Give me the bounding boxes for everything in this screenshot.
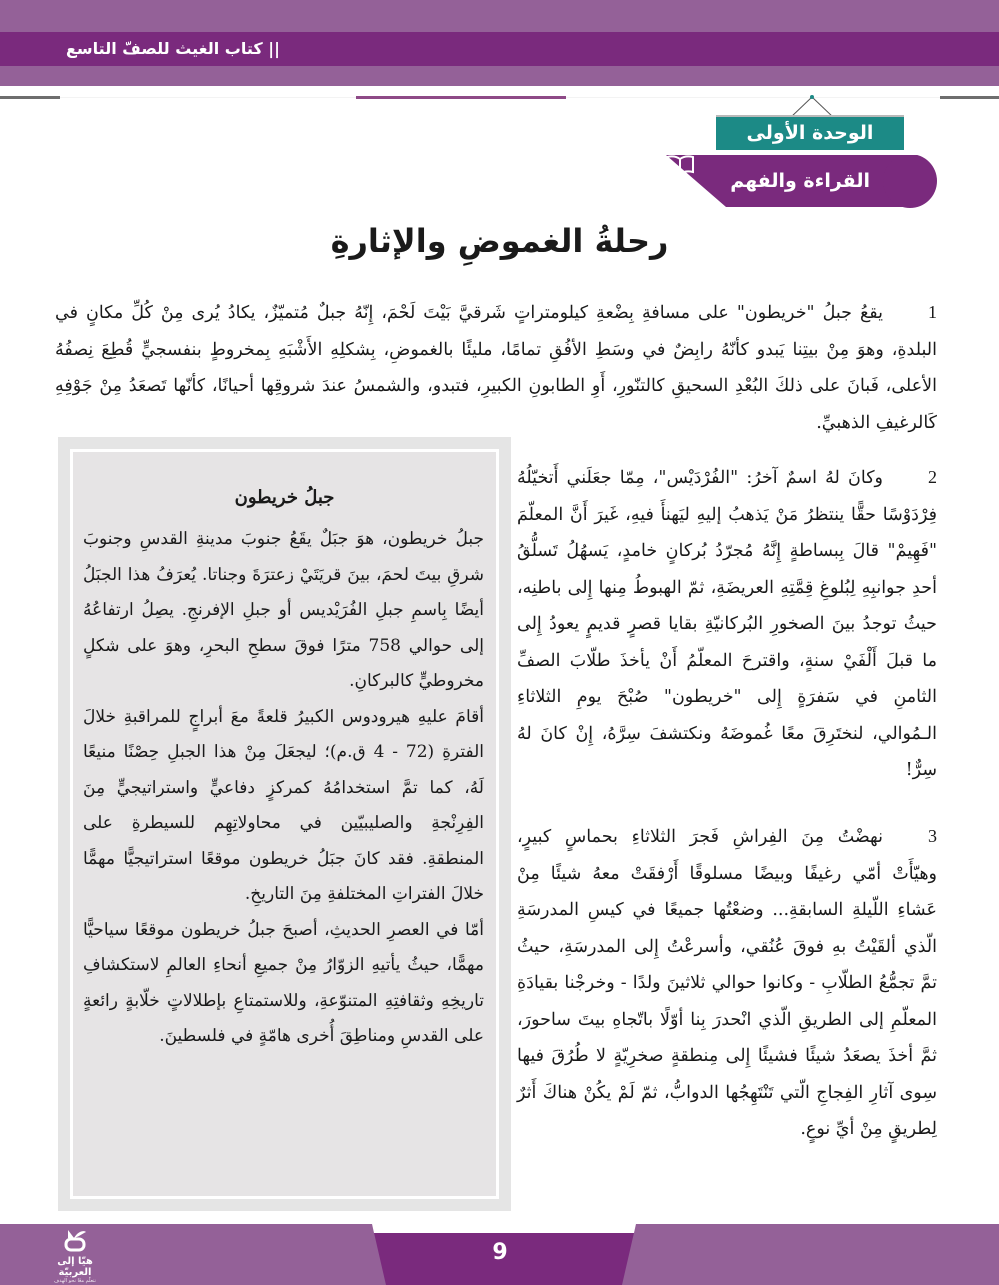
sidebox-title: جبلُ خريطون (234, 487, 335, 508)
paragraph-number: 3 (928, 826, 937, 846)
divider-rule-left (0, 96, 60, 99)
logo-name: هيّا إلى العربيّة (57, 1256, 93, 1278)
info-sidebox (58, 437, 511, 1211)
sidebox-paragraph: أمّا في العصرِ الحديثِ، أصبحَ جبلُ خريطون موقعًا سياحيًّا مهمًّا، حيثُ يأتيهِ الزوّارُ مِنْ جميعِ أنحاءِ العالمِ لاستكشافِ تاريخِهِ وثقافتِهِ المتنوّعةِ، وللاستمتاعِ بإطلالاتٍ خلّابةٍ رائعةٍ على القدسِ ومناطِقَ أُخرى هامّةٍ في فلسطينَ. (83, 919, 484, 1046)
paragraph-2 (517, 459, 937, 789)
divider-rule-faint (60, 97, 356, 98)
paragraph-text: وكانَ لهُ اسمٌ آخرُ: "الفُرْدَيْس"، مِمّا جعَلَني أَتخيّلُهُ فِرْدَوْسًا حقًّا ينتظرُ مَنْ يَذهبُ إليهِ ليَهنأَ فيهِ، غَيرَ أَنَّ المعلّمَ "فَهِيمْ" قالَ بِبساطةٍ إِنَّهُ مُجرّدُ بُركانٍ خامدٍ، يَسهُلُ تَسلُّقُ أحدِ جوانبِهِ لِبُلوغِ قِمَّتِهِ العريضَةِ، ثمّ الهبوطُ مِنها إِلى باطنِه، حيثُ توجدُ بينَ الصخورِ البُركانيّةِ بقايا قصرٍ قديمٍ يعودُ إِلى ما قبلَ أَلْفَيْ سنةٍ، واقترحَ المعلّمُ أَنْ يأخذَ طلّابَ الصفِّ الثامنِ في سَفرَةٍ إِلى "خريطون" صُبْحَ يومِ الثلاثاءِ الـمُوالي، لنختَرِقَ معًا غُموضَهُ ونكتشفَ سِرَّهُ، إِنْ كانَ لهُ سِرٌّ! (517, 468, 937, 780)
section-tab (666, 155, 936, 207)
sidebox-paragraph: أقامَ عليهِ هيرودوس الكبيرُ قلعةً معَ أبراجٍ للمراقبةِ خلالَ الفترةِ (72 - 4 ق.م)؛ ليجعَلَ مِنْ هذا الجبلِ حِصْنًا منيعًا لَهُ، كما تمَّ استخدامُهُ كمركزٍ دفاعيٍّ واستراتيجيٍّ مِنَ الفِرِنْجةِ والصليبيّين في محاولاتِهِم للسيطرةِ على المنطقةِ. فقد كانَ جبَلُ خريطون موقعًا استراتيجيًّا مهمًّا خلالَ الفتراتِ المختلفةِ مِنَ التاريخِ. (83, 706, 484, 904)
open-book-icon (666, 155, 694, 175)
sidebox-body (83, 522, 484, 1055)
paragraph-number: 2 (928, 467, 937, 487)
paragraph-1 (55, 294, 937, 441)
sidebox-paragraph: جبلُ خريطون، هوَ جبَلٌ يقَعُ جنوبَ مدينةِ القدسِ وجنوبَ شرقِ بيتَ لحمَ، بينَ قريَتَيْ زعترَةَ وجناتا. يُعرَفُ هذا الجبَلُ أيضًا بِاسمِ جبلِ الفُرَيْديس أو جبلِ الإفرنجِ. يصِلُ ارتفاعُهُ إلى حوالي 758 مترًا فوقَ سطحِ البحرِ، وهوَ على شكلٍ مخروطيٍّ كالبركانِ. (83, 529, 484, 691)
section-label: القراءة والفهم (730, 170, 870, 192)
book-title: || كتاب الغيث للصفّ التاسع (66, 39, 280, 58)
divider-rule-accent (356, 96, 566, 99)
publisher-logo (40, 1228, 110, 1282)
divider-rule-right (940, 96, 999, 99)
page-number: 9 (492, 1240, 508, 1265)
paragraph-text: نهضْتُ مِنَ الفِراشِ فَجرَ الثلاثاءِ بحماسٍ كبيرٍ، وهيّأَتْ أمّي رغيفًا وبيضًا مسلوقًا أَرْفقَتْ معهُ شيئًا مِنْ عَشاءِ اللّيلةِ السابقةِ... وضعْتُها جميعًا في كيسِ المدرسَةِ الّذي ألقَيْتُ بهِ فوقَ عُنُقي، وأسرعْتُ إِلى المدرسَةِ، حيثُ تمَّ تجمُّعُ الطلّابِ - وكانوا حوالي ثلاثينَ ولدًا - وخرجْنا بقيادَةِ المعلّمِ إلى الطريقِ الّذي انْحدرَ بِنا أوّلًا باتّجاهِ بيتَ ساحورَ، ثمَّ أخذَ يصعَدُ شيئًا فشيئًا إِلى مِنطقةٍ صخرِيّةٍ لا طُرُقَ فيها سِوى آثارِ الفِجاجِ الّتي تَنْتَهِجُها الدوابُّ، ثمّ لَمْ يكُنْ هناكَ أَثرٌ لِطريقٍ مِنْ أيِّ نوعٍ. (517, 827, 937, 1139)
page-title: رحلةُ الغموضِ والإثارةِ (330, 222, 669, 260)
divider-rule-faint (566, 97, 940, 98)
paragraph-text: يقعُ جبلُ "خريطون" على مسافةِ بِضْعةِ كيلومتراتٍ شَرقيَّ بَيْتَ لَحْمَ، إِنّهُ جبلٌ مُتميّزٌ، يكادُ يُرى مِنْ كُلِّ مكانٍ في البلدةِ، وهوَ مِنْ بيتِنا يَبدو كأنّهُ رابِضٌ في وسَطِ الأفُقِ تمامًا، مليئًا بالغموضِ، بِشكلِهِ الأَشْبَهِ بِمخروطٍ بنفسجيٍّ قُطِعَ نِصفُهُ الأعلى، فَبانَ على ذلكَ البُعْدِ السحيقِ كالتنّورِ، أَوِ الطابونِ الكبيرِ، فتبدو، والشمسُ عندَ شروقِها أحيانًا، كأنّها تَصعَدُ مِنْ جَوْفِهِ كَالرغيفِ الذهبيِّ. (55, 303, 937, 433)
unit-banner: الوحدة الأولى (716, 117, 904, 150)
info-sidebox-inner (70, 449, 499, 1199)
leaf-logo-icon (60, 1228, 90, 1252)
paragraph-number: 1 (928, 302, 937, 322)
paragraph-3 (517, 818, 937, 1148)
logo-tagline: نتعلّم معًا نحو الهدف (54, 1278, 96, 1284)
